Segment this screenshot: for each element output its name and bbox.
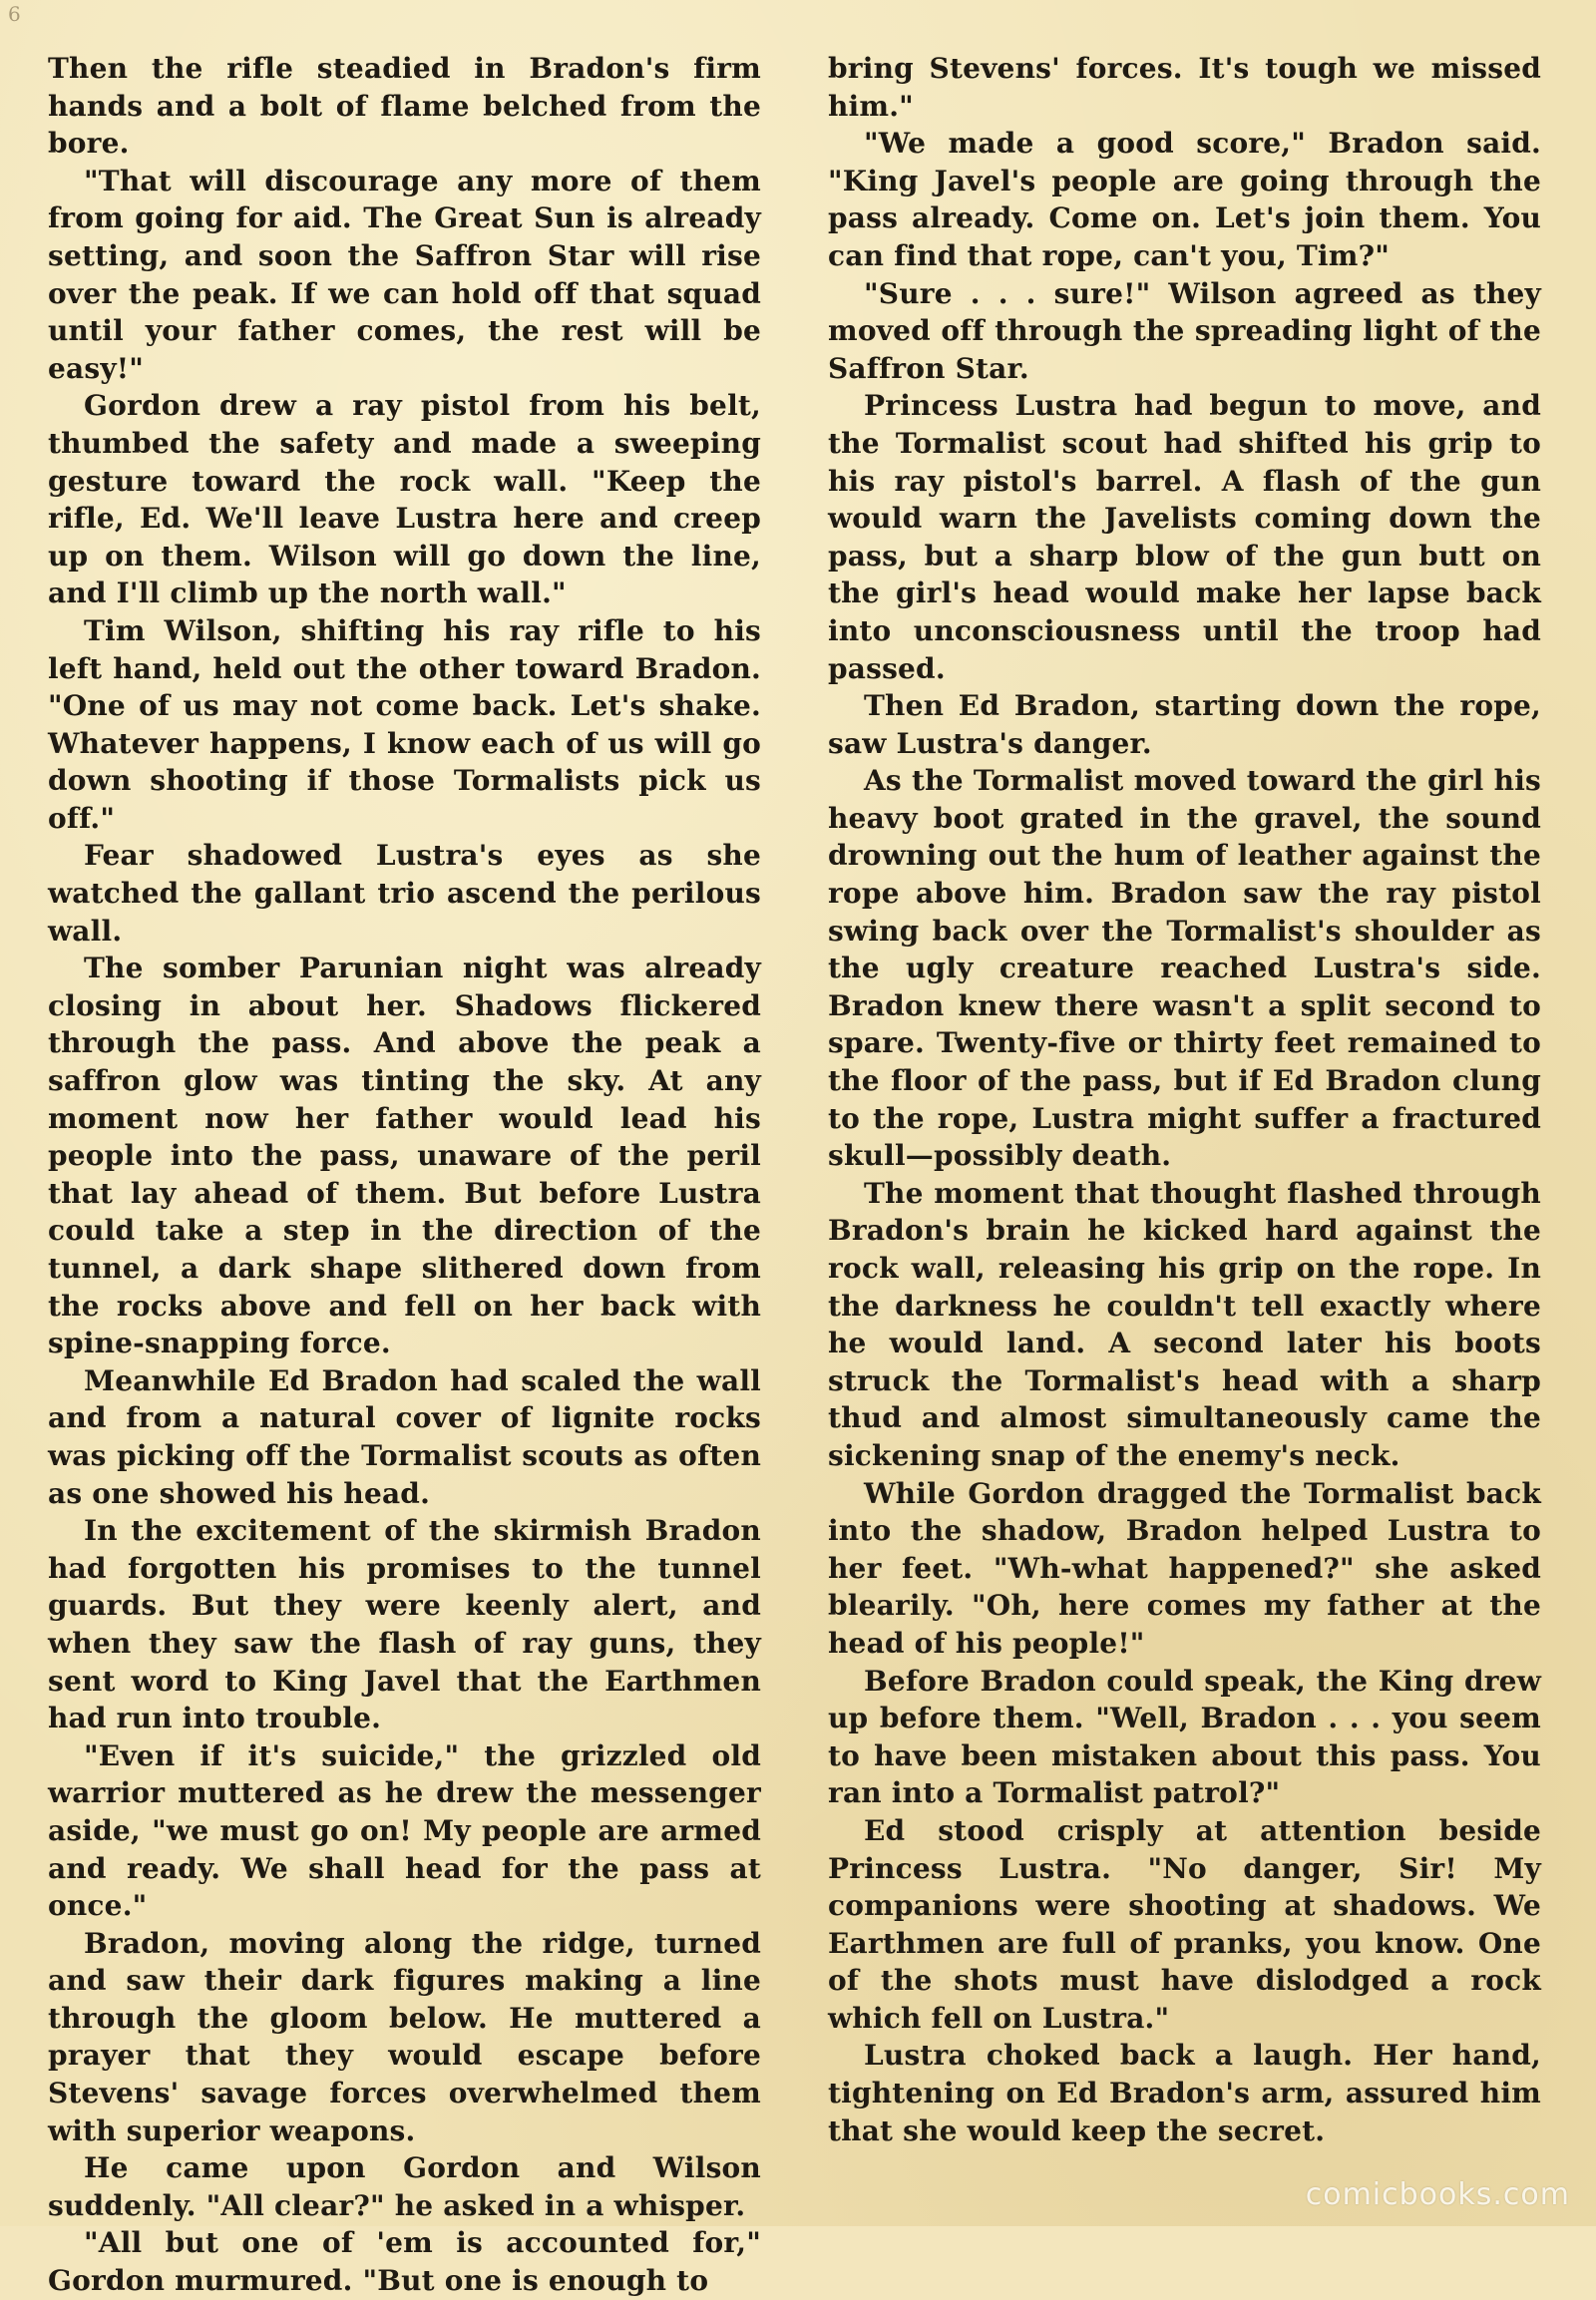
paragraph: bring Stevens' forces. It's tough we missed him." <box>828 52 1541 123</box>
page-number: 6 <box>8 2 21 26</box>
paragraph: As the Tormalist moved toward the girl his heavy boot grated in the gravel, the sound drowning out the hum of leather against the rope above him. Bradon saw the ray pistol swing back over the Tormalist's shoulder as the ugly creature reached Lustra's side. Bradon knew there wasn't a split second to spare. Twenty-five or thirty feet remained to the floor of the pass, but if Ed Bradon clung to the rope, Lustra might suffer a fractured skull—possibly death. <box>828 764 1541 1173</box>
paragraph: "All but one of 'em is accounted for," Gordon murmured. "But one is enough to <box>48 2226 761 2298</box>
paragraph: Ed stood crisply at attention beside Princess Lustra. "No danger, Sir! My companions were shooting at shadows. We Earthmen are full of pranks, you know. One of the shots must have dislodged a rock which fell on Lustra." <box>828 1813 1541 2035</box>
paragraph: Meanwhile Ed Bradon had scaled the wall and from a natural cover of lignite rocks was picking off the Tormalist scouts as often as one showed his head. <box>48 1363 761 1510</box>
paragraph: The somber Parunian night was already closing in about her. Shadows flickered through the pass. And above the peak a saffron glow was tinting the sky. At any moment now her father would lead his people into the pass, unaware of the peril that lay ahead of them. But before Lustra could take a step in the direction of the tunnel, a dark shape slithered down from the rocks above and fell on her back with spine-snapping force. <box>48 952 761 1360</box>
site-watermark: comicbooks.com <box>1305 2177 1570 2212</box>
paragraph: He came upon Gordon and Wilson suddenly. "All clear?" he asked in a whisper. <box>48 2151 761 2222</box>
paragraph: Before Bradon could speak, the King drew up before them. "Well, Bradon . . . you seem to have been mistaken about this pass. You ran into a Tormalist patrol?" <box>828 1664 1541 1810</box>
paragraph: Tim Wilson, shifting his ray rifle to his left hand, held out the other toward Bradon. "One of us may not come back. Let's shake. Whatever happens, I know each of us will go down shooting if those Tormalists pick us off." <box>48 613 761 835</box>
paragraph: "Sure . . . sure!" Wilson agreed as they moved off through the spreading light of the Saffron Star. <box>828 276 1541 385</box>
paragraph: Lustra choked back a laugh. Her hand, tightening on Ed Bradon's arm, assured him that she would keep the secret. <box>828 2039 1541 2147</box>
paragraph: "That will discourage any more of them from going for aid. The Great Sun is already setting, and soon the Saffron Star will rise over the peak. If we can hold off that squad until your father comes, the rest will be easy!" <box>48 164 761 385</box>
left-column <box>48 50 761 2300</box>
right-column <box>828 50 1541 2149</box>
paragraph: Then the rifle steadied in Bradon's firm hands and a bolt of flame belched from the bore. <box>48 52 761 161</box>
paragraph: The moment that thought flashed through Bradon's brain he kicked hard against the rock wall, releasing his grip on the rope. In the darkness he couldn't tell exactly where he would land. A second later his boots struck the Tormalist's head with a sharp thud and almost simultaneously came the sickening snap of the enemy's neck. <box>828 1176 1541 1472</box>
paragraph: "Even if it's suicide," the grizzled old warrior muttered as he drew the messenger aside, "we must go on! My people are armed and ready. We shall head for the pass at once." <box>48 1738 761 1923</box>
paragraph: Bradon, moving along the ridge, turned and saw their dark figures making a line through the gloom below. He muttered a prayer that they would escape before Stevens' savage forces overwhelmed them with superior weapons. <box>48 1926 761 2147</box>
paragraph: Fear shadowed Lustra's eyes as she watched the gallant trio ascend the perilous wall. <box>48 839 761 948</box>
paragraph: "We made a good score," Bradon said. "King Javel's people are going through the pass already. Come on. Let's join them. You can find that rope, can't you, Tim?" <box>828 127 1541 272</box>
paragraph: While Gordon dragged the Tormalist back into the shadow, Bradon helped Lustra to her feet. "Wh-what happened?" she asked blearily. "Oh, here comes my father at the head of his people!" <box>828 1476 1541 1660</box>
paragraph: Then Ed Bradon, starting down the rope, saw Lustra's danger. <box>828 689 1541 760</box>
paragraph: In the excitement of the skirmish Bradon had forgotten his promises to the tunnel guards. But they were keenly alert, and when they saw the flash of ray guns, they sent word to King Javel that the Earthmen had run into trouble. <box>48 1514 761 1735</box>
paragraph: Gordon drew a ray pistol from his belt, thumbed the safety and made a sweeping gesture toward the rock wall. "Keep the rifle, Ed. We'll leave Lustra here and creep up on them. Wilson will go down the line, and I'll climb up the north wall." <box>48 389 761 610</box>
paragraph: Princess Lustra had begun to move, and the Tormalist scout had shifted his grip to his ray pistol's barrel. A flash of the gun would warn the Javelists coming down the pass, but a sharp blow of the gun butt on the girl's head would make her lapse back into unconsciousness until the troop had passed. <box>828 389 1541 685</box>
